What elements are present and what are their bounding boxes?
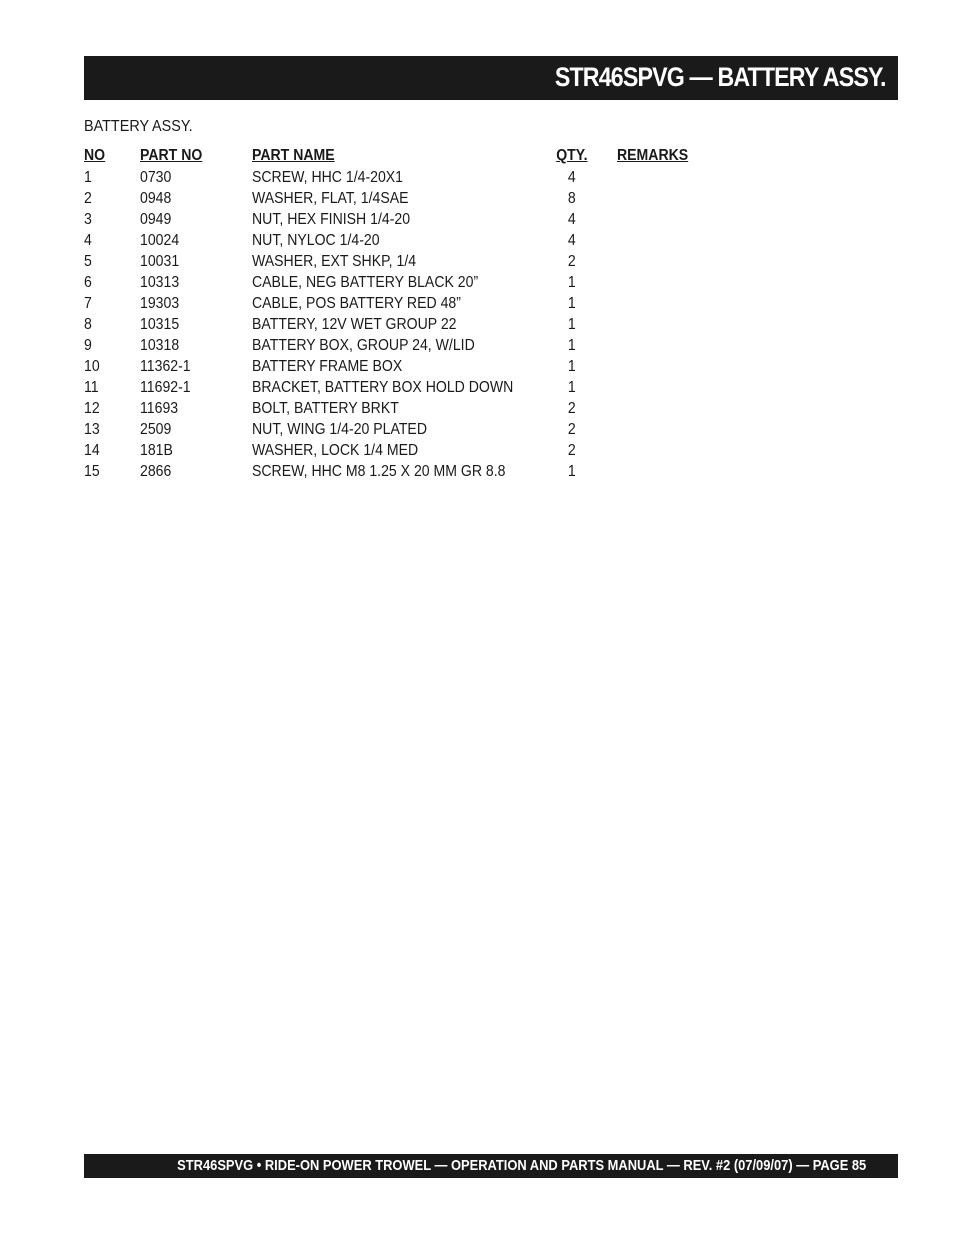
cell-part-no: 11362-1: [140, 358, 191, 375]
cell-qty: 2: [567, 253, 576, 270]
cell-no: 10: [84, 358, 100, 375]
cell-part-no: 11692-1: [140, 379, 191, 396]
column-header-remarks: REMARKS: [617, 147, 689, 164]
cell-qty: 1: [567, 337, 576, 354]
table-row: [84, 314, 784, 335]
cell-qty: 1: [567, 274, 576, 291]
footer-bar: [84, 1154, 898, 1178]
cell-no: 4: [84, 232, 92, 249]
table-row: [84, 251, 784, 272]
cell-no: 15: [84, 463, 100, 480]
cell-no: 8: [84, 316, 92, 333]
table-row: [84, 167, 784, 188]
table-row: [84, 188, 784, 209]
page-title-bar: [84, 56, 898, 100]
cell-part-no: 0730: [140, 169, 172, 186]
table-row: [84, 335, 784, 356]
cell-part-no: 0949: [140, 211, 172, 228]
cell-qty: 4: [567, 232, 576, 249]
cell-no: 2: [84, 190, 92, 207]
cell-qty: 1: [567, 463, 576, 480]
cell-qty: 2: [567, 421, 576, 438]
cell-part-name: BATTERY, 12V WET GROUP 22: [252, 316, 457, 333]
table-body: [84, 167, 784, 482]
cell-no: 3: [84, 211, 92, 228]
cell-no: 14: [84, 442, 100, 459]
cell-qty: 4: [567, 169, 576, 186]
cell-part-name: WASHER, LOCK 1/4 MED: [252, 442, 419, 459]
cell-part-no: 10031: [140, 253, 180, 270]
column-header-qty: QTY.: [556, 147, 588, 164]
cell-no: 13: [84, 421, 100, 438]
cell-no: 1: [84, 169, 92, 186]
cell-part-name: BATTERY FRAME BOX: [252, 358, 403, 375]
cell-part-name: WASHER, EXT SHKP, 1/4: [252, 253, 417, 270]
cell-part-no: 10024: [140, 232, 180, 249]
cell-part-name: NUT, NYLOC 1/4-20: [252, 232, 380, 249]
cell-part-name: CABLE, POS BATTERY RED 48”: [252, 295, 461, 312]
table-row: [84, 419, 784, 440]
cell-part-name: BATTERY BOX, GROUP 24, W/LID: [252, 337, 475, 354]
cell-part-name: SCREW, HHC M8 1.25 X 20 MM GR 8.8: [252, 463, 506, 480]
column-header-no: NO: [84, 147, 106, 164]
cell-part-no: 181B: [140, 442, 173, 459]
cell-part-name: NUT, WING 1/4-20 PLATED: [252, 421, 427, 438]
cell-part-no: 2866: [140, 463, 172, 480]
cell-part-name: WASHER, FLAT, 1/4SAE: [252, 190, 409, 207]
cell-qty: 1: [567, 379, 576, 396]
cell-qty: 4: [567, 211, 576, 228]
parts-table: [84, 145, 784, 482]
cell-no: 11: [84, 379, 99, 396]
cell-part-no: 10315: [140, 316, 180, 333]
footer-text: STR46SPVG • RIDE-ON POWER TROWEL — OPERATION AND PARTS MANUAL — REV. #2 (07/09/07) — PAGE 85: [176, 1157, 866, 1174]
cell-part-name: BRACKET, BATTERY BOX HOLD DOWN: [252, 379, 514, 396]
table-row: [84, 209, 784, 230]
cell-qty: 2: [567, 442, 576, 459]
table-row: [84, 356, 784, 377]
table-row: [84, 398, 784, 419]
cell-part-no: 10318: [140, 337, 180, 354]
cell-part-no: 11693: [140, 400, 179, 417]
cell-part-no: 0948: [140, 190, 172, 207]
cell-part-no: 19303: [140, 295, 180, 312]
cell-qty: 2: [567, 400, 576, 417]
cell-part-name: NUT, HEX FINISH 1/4-20: [252, 211, 411, 228]
cell-part-no: 2509: [140, 421, 172, 438]
table-row: [84, 461, 784, 482]
cell-no: 5: [84, 253, 92, 270]
cell-part-name: CABLE, NEG BATTERY BLACK 20”: [252, 274, 479, 291]
cell-no: 7: [84, 295, 92, 312]
cell-part-name: BOLT, BATTERY BRKT: [252, 400, 399, 417]
cell-part-no: 10313: [140, 274, 180, 291]
cell-no: 9: [84, 337, 92, 354]
table-header-row: [84, 145, 784, 167]
page-title: STR46SPVG — BATTERY ASSY.: [555, 62, 886, 92]
cell-qty: 1: [567, 295, 576, 312]
table-row: [84, 440, 784, 461]
cell-qty: 1: [567, 316, 576, 333]
section-label: BATTERY ASSY.: [84, 118, 193, 135]
table-row: [84, 272, 784, 293]
cell-qty: 1: [567, 358, 576, 375]
column-header-part-name: PART NAME: [252, 147, 335, 164]
cell-part-name: SCREW, HHC 1/4-20X1: [252, 169, 404, 186]
table-row: [84, 293, 784, 314]
column-header-part-no: PART NO: [140, 147, 203, 164]
cell-no: 6: [84, 274, 92, 291]
table-row: [84, 377, 784, 398]
table-row: [84, 230, 784, 251]
cell-no: 12: [84, 400, 100, 417]
cell-qty: 8: [567, 190, 576, 207]
